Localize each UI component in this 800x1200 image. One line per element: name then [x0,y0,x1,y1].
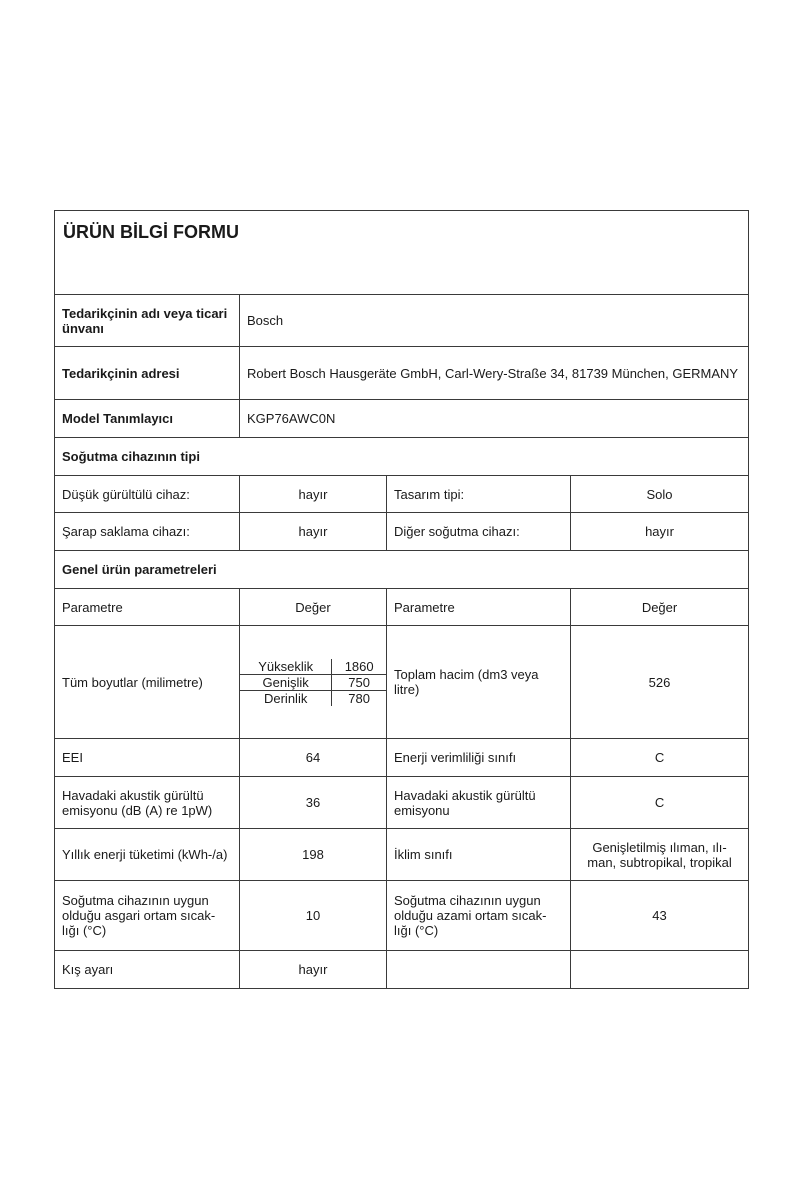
noise-class-label: Havadaki akustik gürültü emisyonu [387,777,571,829]
eei-value: 64 [240,739,387,777]
width-value: 750 [332,674,386,690]
height-label: Yükseklik [240,659,332,675]
depth-label: Derinlik [240,690,332,706]
product-info-form [54,210,749,989]
height-value: 1860 [344,658,374,674]
model-label: Model Tanımlayıcı [55,400,240,438]
form-title: ÜRÜN BİLGİ FORMU [55,211,749,295]
wine-storage-label: Şarap saklama cihazı: [55,513,240,551]
supplier-name-label: Tedarikçinin adı veya ticari ünvanı [55,295,240,347]
supplier-address-label: Tedarikçinin adresi [55,347,240,400]
wine-storage-value: hayır [240,513,387,551]
design-type-label: Tasarım tipi: [387,476,571,513]
winter-setting-label: Kış ayarı [55,951,240,989]
value-header-right: Değer [571,589,749,626]
dimensions-label: Tüm boyutlar (milimetre) [55,626,240,739]
empty-cell-left [387,951,571,989]
climate-class-label: İklim sınıfı [387,829,571,881]
total-volume-value: 526 [571,626,749,739]
eei-label: EEI [55,739,240,777]
supplier-name-value: Bosch [240,295,749,347]
param-header-right: Parametre [387,589,571,626]
model-value: KGP76AWC0N [240,400,749,438]
empty-cell-right [571,951,749,989]
noise-emission-label: Havadaki akustik gürültü emisyonu (dB (A) re 1pW) [55,777,240,829]
max-temp-value: 43 [571,881,749,951]
energy-class-label: Enerji verimliliği sınıfı [387,739,571,777]
min-temp-label: Soğutma cihazının uygun olduğu asgari ortam sıcak-lığı (°C) [55,881,240,951]
winter-setting-value: hayır [240,951,387,989]
annual-energy-value: 198 [240,829,387,881]
other-cooling-value: hayır [571,513,749,551]
dimensions-cell [240,626,387,739]
section-cooling-type: Soğutma cihazının tipi [55,438,749,476]
dimensions-subtable [240,659,386,706]
width-label: Genişlik [240,674,332,690]
noise-emission-value: 36 [240,777,387,829]
min-temp-value: 10 [240,881,387,951]
other-cooling-label: Diğer soğutma cihazı: [387,513,571,551]
total-volume-label: Toplam hacim (dm3 veya litre) [387,626,571,739]
supplier-address-value: Robert Bosch Hausgeräte GmbH, Carl-Wery-Straße 34, 81739 München, GERMANY [240,347,749,400]
max-temp-label: Soğutma cihazının uygun olduğu azami ortam sıcak-lığı (°C) [387,881,571,951]
low-noise-value: hayır [240,476,387,513]
design-type-value: Solo [571,476,749,513]
value-header-left: Değer [240,589,387,626]
low-noise-label: Düşük gürültülü cihaz: [55,476,240,513]
param-header-left: Parametre [55,589,240,626]
climate-class-value: Genişletilmiş ılıman, ılı-man, subtropikal, tropikal [571,829,749,881]
annual-energy-label: Yıllık enerji tüketimi (kWh-/a) [55,829,240,881]
depth-value: 780 [332,690,386,706]
energy-class-value: C [571,739,749,777]
section-general-params: Genel ürün parametreleri [55,551,749,589]
noise-class-value: C [571,777,749,829]
